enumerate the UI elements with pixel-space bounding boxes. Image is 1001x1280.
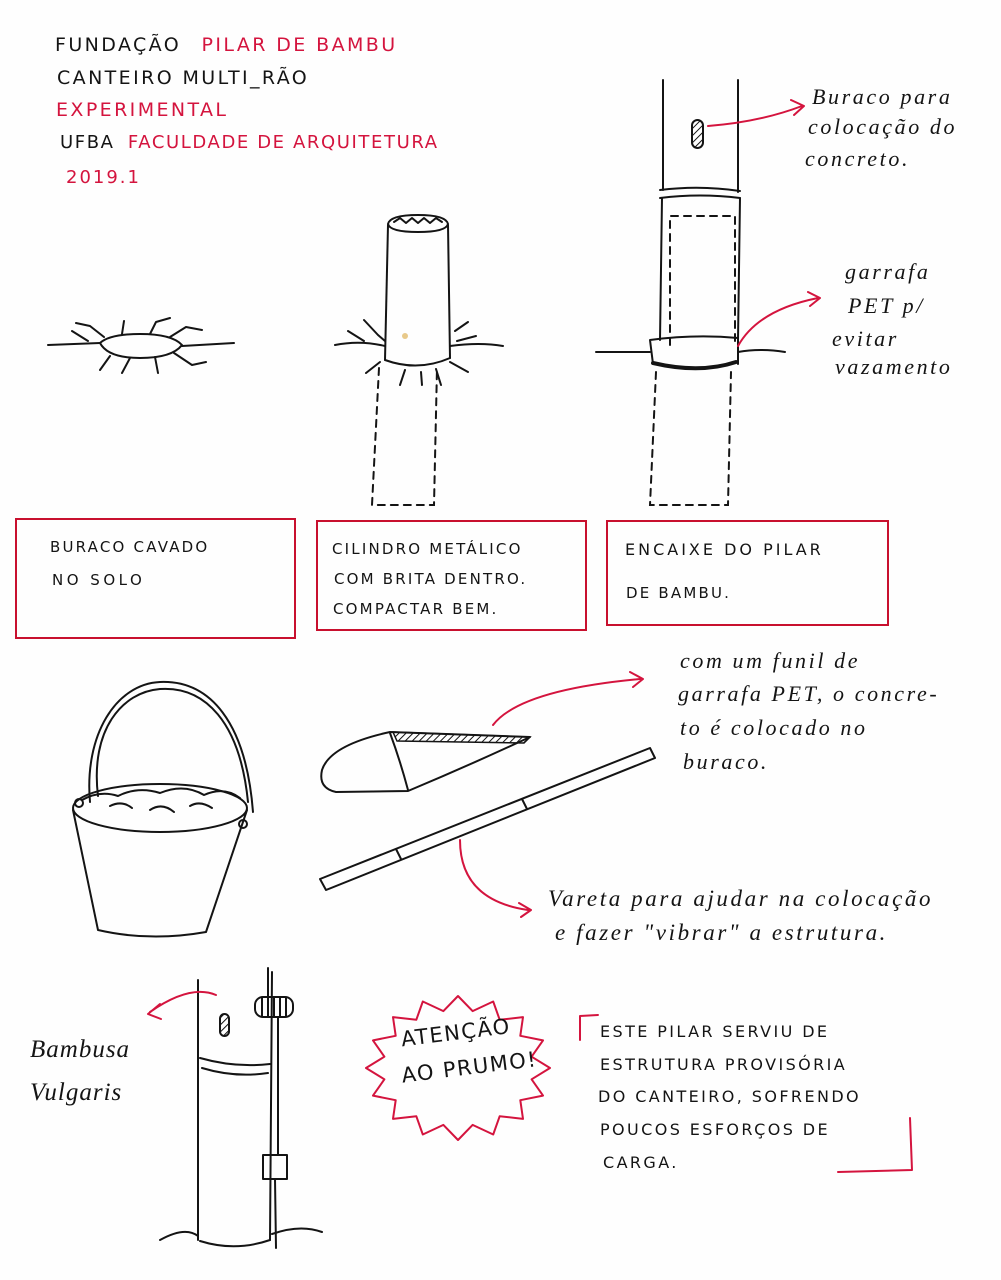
metal-cylinder-icon [335,215,503,505]
arrow-to-slot-note [708,100,804,126]
pet-ring-bottom [653,362,736,368]
bottom-bamboo-band [200,1058,270,1075]
title-line-4 [60,134,439,152]
step-box-3 [606,520,889,626]
cylinder-ground [335,320,503,385]
title-line-2: CANTEIRO MULTI_RÃO [57,67,310,89]
pet-note-line-3: evitar [832,326,899,351]
species-line-1: Bambusa [30,1036,131,1063]
title-faculty: FACULDADE DE ARQUITETURA [127,132,439,153]
concrete-slot-icon [692,120,703,148]
cylinder-left [385,225,388,360]
cylinder-inside-bamboo [670,216,735,345]
warning-line-2: AO PRUMO! [400,1047,539,1088]
bottom-ground [160,1228,322,1246]
ground-line-left [48,343,100,345]
pet-note-line-1: garrafa [845,259,931,284]
ground-hole-icon [48,318,234,373]
bamboo-pillar-icon [596,80,785,505]
pet-note-line-2: PET p/ [848,293,925,318]
rod-note-line-1: Vareta para ajudar na colocação [548,886,934,911]
ground-line-right [182,343,234,346]
bottom-bamboo [198,972,272,1240]
title-project: PILAR DE BAMBU [201,34,398,56]
warning-line-1: ATENÇÃO [399,1014,513,1052]
arrow-to-species [148,992,216,1019]
bamboo-node [660,188,740,198]
plumb-line-icon [160,968,322,1248]
bucket-body [73,810,247,937]
plumb-weight [263,1155,287,1179]
rod-note-line-2: e fazer "vibrar" a estrutura. [555,920,889,945]
remark-line-4: POUCOS ESFORÇOS DE [600,1120,830,1139]
species-line-2: Vulgaris [30,1079,123,1106]
rod-outline [320,748,655,890]
title-semester: 2019.1 [66,167,141,188]
bucket-icon [73,682,253,937]
step-2-line-2: COM BRITA DENTRO. [334,570,528,588]
step-2-line-1: CILINDRO METÁLICO [332,540,523,558]
cylinder-stain [402,333,408,339]
title-university: UFBA [60,132,115,153]
funnel-note-line-3: to é colocado no [680,715,868,740]
arrow-to-pet-note [738,292,820,346]
bottom-slot-icon [220,1014,229,1036]
remark-bracket-bottom [838,1118,912,1172]
remark-line-3: DO CANTEIRO, SOFRENDO [598,1087,862,1106]
title-line-1 [55,36,398,55]
arrow-to-funnel-note [493,672,643,725]
funnel-note-line-2: garrafa PET, o concre- [678,681,940,706]
funnel-note-line-4: buraco. [683,749,770,774]
bamboo-lower [660,198,740,340]
rod-icon [320,748,655,890]
cylinder-top-edge [394,218,442,223]
step-3-line-1: ENCAIXE DO PILAR [625,540,824,559]
bamboo-buried [650,372,731,505]
arrow-to-rod-note [460,840,531,917]
cylinder-right [448,225,450,358]
funnel-icon [321,732,530,792]
slot-note-line-2: colocação do [808,114,958,139]
pet-note-line-4: vazamento [835,354,953,379]
bucket-concrete [82,788,240,812]
bamboo-ground [596,350,785,352]
plumb-coil-turns [262,998,286,1016]
title-line-3: EXPERIMENTAL [56,99,229,121]
step-1-line-1: BURACO CAVADO [50,538,210,556]
step-2-line-3: COMPACTAR BEM. [333,600,499,618]
cylinder-bottom [385,358,450,366]
step-3-line-2: DE BAMBU. [626,584,732,602]
remark-bracket-top [580,1015,598,1040]
title-foundation: FUNDAÇÃO [55,34,182,56]
remark-line-2: ESTRUTURA PROVISÓRIA [600,1055,848,1074]
cylinder-buried [372,368,437,505]
funnel-note-line-1: com um funil de [680,648,861,673]
pet-ring [650,336,738,364]
remark-line-5: CARGA. [603,1153,679,1172]
step-1-line-2: NO SOLO [52,571,146,589]
remark-line-1: ESTE PILAR SERVIU DE [600,1022,830,1041]
slot-note-line-1: Buraco para [812,84,953,109]
slot-note-line-3: concreto. [805,146,911,171]
